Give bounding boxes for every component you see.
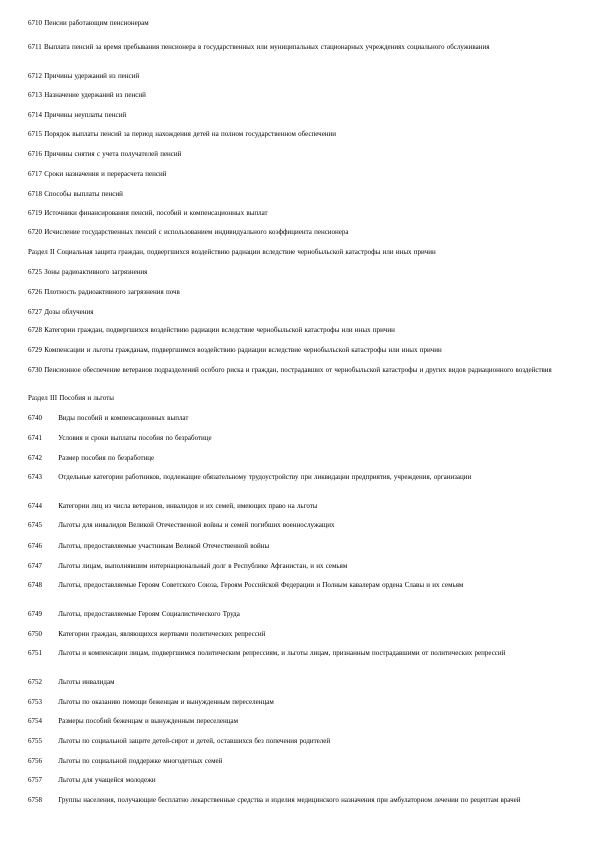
entry-code: 6751 [28,649,42,657]
entry-text: Пенсионное обеспечение ветеранов подразделений особого риска и граждан, пострадавших от чернобыльской катастрофы и других видов радиационного воздействия [44,366,552,374]
entry-6741 [28,433,568,443]
entry-text: Причины удержаний из пенсий [44,72,140,80]
entry-code: 6742 [28,454,42,462]
entry-text: Причины снятия с учета получателей пенсий [44,150,182,158]
entry-code: 6747 [28,562,42,570]
entry-text: Размер пособия по безработице [58,454,155,462]
entry-6740 [28,413,568,423]
entry-text: Исчисление государственных пенсий с использованием индивидуального коэффициента пенсионера [44,228,349,236]
entry-text: Условия и сроки выплаты пособия по безработице [58,434,212,442]
entry-code: 6728 [28,326,42,334]
entry-6753 [28,697,568,707]
entry-text: Категории граждан, являющихся жертвами политических репрессий [58,630,266,638]
entry-code: 6725 [28,268,42,276]
section-heading [28,247,568,257]
entry-6742 [28,453,568,463]
entry-6725 [28,267,568,277]
entry-code: 6719 [28,209,42,217]
entry-text: Льготы, предоставляемые Героям Социалистического Труда [58,610,240,618]
entry-text: Порядок выплаты пенсий за период нахождения детей на полном государственном обеспечении [44,130,337,138]
entry-6730 [28,365,568,375]
entry-text: Льготы инвалидам [58,678,115,686]
entry-6745 [28,520,568,530]
entry-code: 6752 [28,678,42,686]
entry-code: 6716 [28,150,42,158]
entry-6727 [28,307,568,317]
entry-6713 [28,90,568,100]
entry-code: 6754 [28,717,42,725]
entry-code: 6712 [28,72,42,80]
entry-code: 6720 [28,228,42,236]
entry-text: Дозы облучения [44,308,94,316]
entry-code: 6757 [28,776,42,784]
entry-text: Раздел III Пособия и льготы [28,394,114,402]
entry-6718 [28,189,568,199]
entry-code: 6727 [28,308,42,316]
entry-text: Размеры пособий беженцам и вынужденным переселенцам [58,717,239,725]
entry-text: Способы выплаты пенсий [44,190,123,198]
entry-code: 6729 [28,346,42,354]
entry-6743 [28,472,568,482]
entry-code: 6730 [28,366,42,374]
entry-code: 6711 [28,43,42,51]
entry-6710 [28,18,568,28]
entry-code: 6710 [28,19,42,27]
entry-6711 [28,42,568,52]
entry-text: Группы населения, получающие бесплатно лекарственные средства и изделия медицинского назначения при амбулаторном лечении по рецептам врачей [58,796,521,804]
entry-code: 6748 [28,581,42,589]
entry-code: 6753 [28,698,42,706]
section-heading [28,393,568,403]
entry-text: Пенсии работающим пенсионерам [44,19,149,27]
entry-text: Льготы по социальной поддержке многодетных семей [58,757,223,765]
entry-code: 6713 [28,91,42,99]
entry-code: 6714 [28,111,42,119]
entry-6758 [28,795,568,805]
entry-text: Льготы и компенсации лицам, подвергшимся политическим репрессиям, и льготы лицам, признанным пострадавшими от политических репрессий [58,649,506,657]
entry-code: 6745 [28,521,42,529]
entry-text: Отдельные категории работников, подлежащие обязательному трудоустройству при ликвидации предприятия, учреждения, организации [58,473,472,481]
entry-6717 [28,169,568,179]
entry-6751 [28,648,568,658]
entry-6748 [28,580,568,590]
entry-text: Выплата пенсий за время пребывания пенсионера в государственных или муниципальных стационарных учреждениях социального обслуживания [44,43,490,51]
entry-6715 [28,129,568,139]
entry-text: Виды пособий и компенсационных выплат [58,414,189,422]
entry-text: Льготы для инвалидов Великой Отечественной войны и семей погибших военнослужащих [58,521,335,529]
entry-6756 [28,756,568,766]
entry-6754 [28,716,568,726]
entry-6714 [28,110,568,120]
entry-6750 [28,629,568,639]
entry-6752 [28,677,568,687]
entry-text: Причины неуплаты пенсий [44,111,127,119]
entry-text: Льготы, предоставляемые Героям Советского Союза, Героям Российской Федерации и Полным кавалерам ордена Славы и их семьям [58,581,464,589]
entry-6746 [28,541,568,551]
entry-text: Назначение удержаний из пенсий [44,91,146,99]
entry-text: Зоны радиоактивного загрязнения [44,268,148,276]
entry-code: 6750 [28,630,42,638]
entry-text: Льготы по социальной защите детей-сирот и детей, оставшихся без попечения родителей [58,737,331,745]
entry-code: 6758 [28,796,42,804]
entry-6747 [28,561,568,571]
entry-code: 6746 [28,542,42,550]
entry-text: Источники финансирования пенсий, пособий и компенсационных выплат [44,209,268,217]
entry-text: Льготы для учащейся молодежи [58,776,156,784]
entry-6729 [28,345,568,355]
entry-text: Категории лиц из числа ветеранов, инвалидов и их семей, имеющих право на льготы [58,502,318,510]
entry-code: 6741 [28,434,42,442]
entry-code: 6717 [28,170,42,178]
entry-text: Категории граждан, подвергшихся воздействию радиации вследствие чернобыльской катастрофы или иных причин [44,326,395,334]
entry-text: Компенсации и льготы гражданам, подвергшимся воздействию радиации вследствие чернобыльской катастрофы или иных причин [44,346,442,354]
entry-code: 6749 [28,610,42,618]
entry-text: Льготы лицам, выполнявшим интернациональный долг в Республике Афганистан, и их семьям [58,562,348,570]
entry-code: 6743 [28,473,42,481]
entry-6726 [28,287,568,297]
entry-6719 [28,208,568,218]
entry-6728 [28,325,568,335]
entry-6720 [28,227,568,237]
entry-code: 6740 [28,414,42,422]
entry-text: Льготы, предоставляемые участникам Великой Отечественной войны [58,542,270,550]
entry-6744 [28,501,568,511]
entry-text: Раздел II Социальная защита граждан, подвергшихся воздействию радиации вследствие чернобыльской катастрофы или иных причин [28,248,436,256]
entry-6757 [28,775,568,785]
entry-code: 6715 [28,130,42,138]
entry-code: 6718 [28,190,42,198]
entry-text: Сроки назначения и перерасчета пенсий [44,170,167,178]
entry-6755 [28,736,568,746]
entry-6749 [28,609,568,619]
entry-text: Плотность радиоактивного загрязнения почв [44,288,180,296]
entry-code: 6755 [28,737,42,745]
entry-code: 6744 [28,502,42,510]
entry-6716 [28,149,568,159]
entry-text: Льготы по оказанию помощи беженцам и вынужденным переселенцам [58,698,274,706]
entry-6712 [28,71,568,81]
entry-code: 6756 [28,757,42,765]
entry-code: 6726 [28,288,42,296]
